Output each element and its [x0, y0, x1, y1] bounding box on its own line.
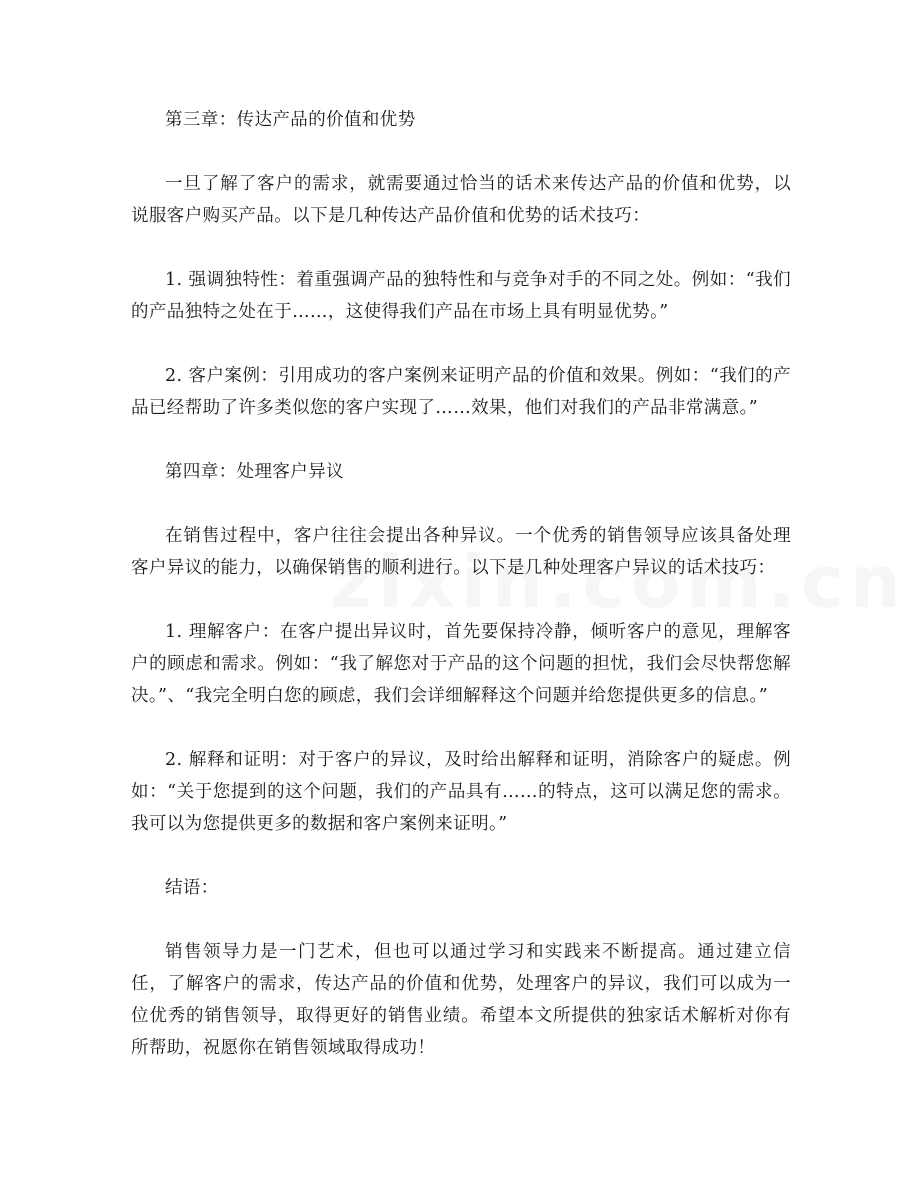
conclusion-title: 结语：: [165, 878, 219, 898]
document-body: [131, 104, 791, 1096]
chapter-4-item-1: 1. 理解客户：在客户提出异议时，首先要保持冷静，倾听客户的意见，理解客户的顾虑和需求。例如：“我了解您对于产品的这个问题的担忧，我们会尽快帮您解决。”、“我完全明白您的顾虑，我们会详细解释这个问题并给您提供更多的信息。”: [131, 622, 791, 706]
chapter-3-item-1: 1. 强调独特性：着重强调产品的独特性和与竞争对手的不同之处。例如：“我们的产品独特之处在于……，这使得我们产品在市场上具有明显优势。”: [131, 270, 791, 322]
chapter-4-title: 第四章：处理客户异议: [165, 462, 344, 482]
chapter-4-item-2: 2. 解释和证明：对于客户的异议，及时给出解释和证明，消除客户的疑虑。例如：“关于您提到的这个问题，我们的产品具有……的特点，这可以满足您的需求。我可以为您提供更多的数据和客户案例来证明。”: [131, 750, 791, 834]
conclusion-body: 销售领导力是一门艺术，但也可以通过学习和实践来不断提高。通过建立信任，了解客户的需求，传达产品的价值和优势，处理客户的异议，我们可以成为一位优秀的销售领导，取得更好的销售业绩。希望本文所提供的独家话术解析对你有所帮助，祝愿你在销售领域取得成功！: [131, 942, 791, 1058]
chapter-4-intro: 在销售过程中，客户往往会提出各种异议。一个优秀的销售领导应该具备处理客户异议的能力，以确保销售的顺利进行。以下是几种处理客户异议的话术技巧：: [131, 526, 791, 578]
chapter-3-title: 第三章：传达产品的价值和优势: [165, 110, 416, 130]
chapter-3-item-2: 2. 客户案例：引用成功的客户案例来证明产品的价值和效果。例如：“我们的产品已经帮助了许多类似您的客户实现了……效果，他们对我们的产品非常满意。”: [131, 366, 791, 418]
chapter-3-intro: 一旦了解了客户的需求，就需要通过恰当的话术来传达产品的价值和优势，以说服客户购买产品。以下是几种传达产品价值和优势的话术技巧：: [131, 174, 791, 226]
